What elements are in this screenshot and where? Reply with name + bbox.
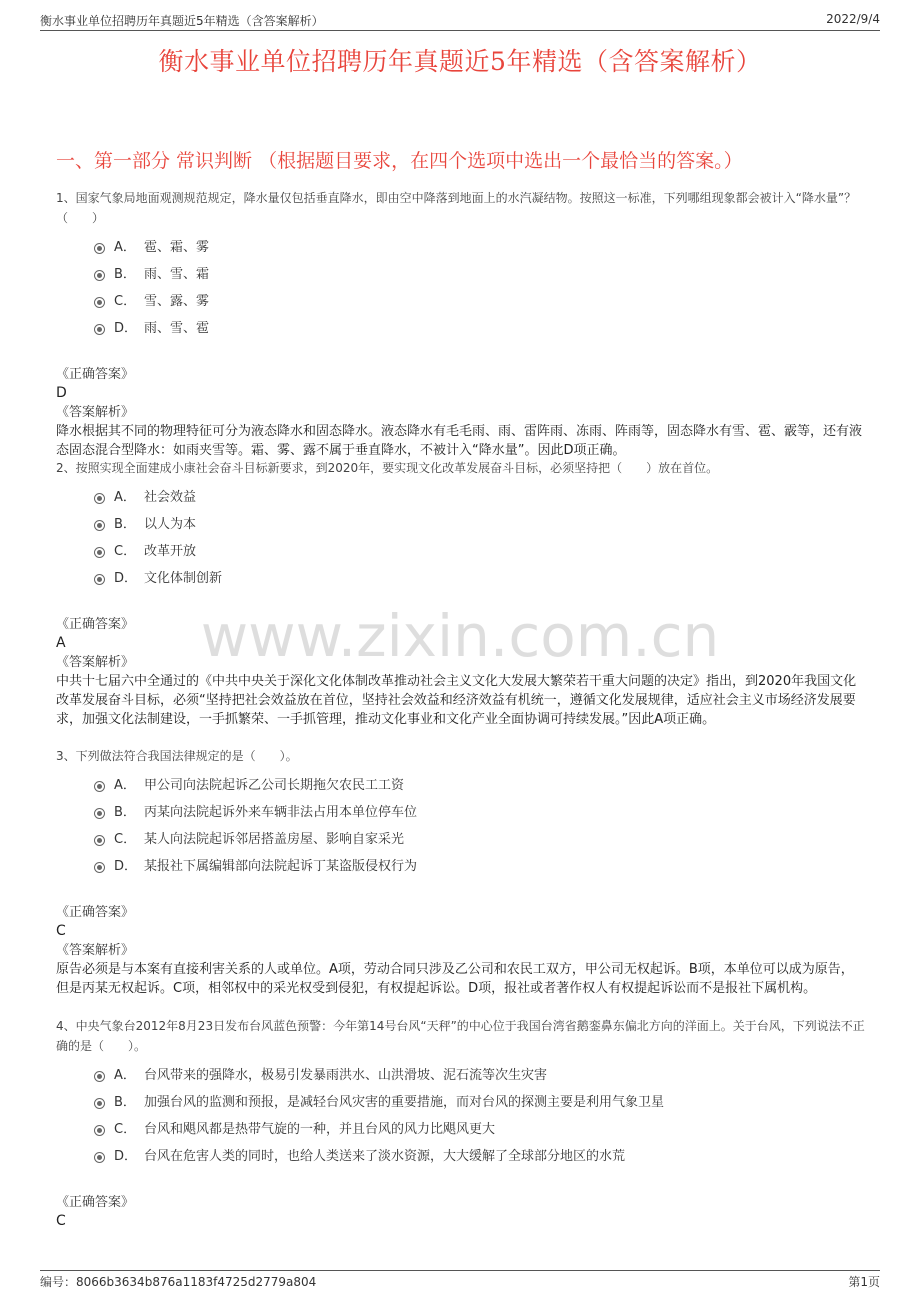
question-3 — [56, 746, 866, 998]
answer-value: A — [56, 635, 66, 651]
option-text: 改革开放 — [144, 544, 197, 559]
option-text: 文化体制创新 — [144, 571, 223, 586]
option-a[interactable] — [56, 234, 866, 261]
option-d[interactable] — [56, 853, 866, 880]
radio-icon[interactable] — [94, 520, 105, 531]
radio-icon[interactable] — [94, 270, 105, 281]
option-letter: B． — [114, 267, 136, 282]
option-letter: B． — [114, 517, 136, 532]
answer-label: 《正确答案》 — [56, 367, 135, 382]
option-b[interactable] — [56, 1089, 866, 1116]
options-list — [56, 772, 866, 880]
option-text: 雪、露、雾 — [144, 294, 210, 309]
option-letter: C． — [114, 544, 137, 559]
option-letter: D． — [114, 1149, 138, 1164]
option-text: 某人向法院起诉邻居搭盖房屋、影响自家采光 — [144, 832, 405, 847]
option-a[interactable] — [56, 484, 866, 511]
header-doc-title: 衡水事业单位招聘历年真题近5年精选（含答案解析） — [40, 14, 324, 28]
option-text: 加强台风的监测和预报，是减轻台风灾害的重要措施，而对台风的探测主要是利用气象卫星 — [144, 1095, 665, 1110]
answer-value: D — [56, 385, 67, 401]
option-text: 甲公司向法院起诉乙公司长期拖欠农民工工资 — [144, 778, 405, 793]
option-text: 台风和飓风都是热带气旋的一种，并且台风的风力比飓风更大 — [144, 1122, 496, 1137]
page-header — [40, 12, 880, 31]
option-b[interactable] — [56, 261, 866, 288]
option-b[interactable] — [56, 511, 866, 538]
radio-icon[interactable] — [94, 324, 105, 335]
option-letter: C． — [114, 294, 137, 309]
option-letter: A． — [114, 240, 136, 255]
option-text: 雨、雪、雹 — [144, 321, 210, 336]
radio-icon[interactable] — [94, 862, 105, 873]
option-c[interactable] — [56, 538, 866, 565]
option-letter: D． — [114, 859, 138, 874]
answer-label: 《正确答案》 — [56, 617, 135, 632]
option-text: 雹、霜、雾 — [144, 240, 210, 255]
page-footer — [40, 1270, 880, 1289]
answer-value: C — [56, 923, 66, 939]
radio-icon[interactable] — [94, 493, 105, 504]
radio-icon[interactable] — [94, 243, 105, 254]
radio-icon[interactable] — [94, 781, 105, 792]
option-text: 社会效益 — [144, 490, 197, 505]
radio-icon[interactable] — [94, 808, 105, 819]
question-stem: 3、下列做法符合我国法律规定的是（ ）。 — [56, 749, 298, 763]
option-letter: A． — [114, 1068, 136, 1083]
radio-icon[interactable] — [94, 1152, 105, 1163]
header-date: 2022/9/4 — [826, 12, 880, 26]
watermark: www.zixin.com.cn — [200, 602, 720, 670]
option-letter: A． — [114, 490, 136, 505]
option-a[interactable] — [56, 772, 866, 799]
option-b[interactable] — [56, 799, 866, 826]
options-list — [56, 234, 866, 342]
answer-label: 《正确答案》 — [56, 1195, 135, 1210]
option-text: 雨、雪、霜 — [144, 267, 210, 282]
radio-icon[interactable] — [94, 1098, 105, 1109]
explanation-label: 《答案解析》 — [56, 405, 135, 420]
option-text: 台风带来的强降水，极易引发暴雨洪水、山洪滑坡、泥石流等次生灾害 — [144, 1068, 548, 1083]
radio-icon[interactable] — [94, 297, 105, 308]
option-letter: C． — [114, 1122, 137, 1137]
radio-icon[interactable] — [94, 835, 105, 846]
option-a[interactable] — [56, 1062, 866, 1089]
options-list — [56, 484, 866, 592]
radio-icon[interactable] — [94, 1125, 105, 1136]
question-stem: 4、中央气象台2012年8月23日发布台风蓝色预警：今年第14号台风“天秤”的中心位于我国台湾省鹅銮鼻东偏北方向的洋面上。关于台风，下列说法不正确的是（ ）。 — [56, 1019, 865, 1053]
option-d[interactable] — [56, 565, 866, 592]
explanation-label: 《答案解析》 — [56, 943, 135, 958]
radio-icon[interactable] — [94, 574, 105, 585]
option-d[interactable] — [56, 315, 866, 342]
section-heading: 一、第一部分 常识判断 （根据题目要求，在四个选项中选出一个最恰当的答案。） — [56, 150, 743, 172]
explanation-text: 中共十七届六中全通过的《中共中央关于深化文化体制改革推动社会主义文化大发展大繁荣若干重大问题的决定》指出，到2020年我国文化改革发展奋斗目标，必须“坚持把社会效益放在首位，坚持社会效益和经济效益有机统一，遵循文化发展规律，适应社会主义市场经济发展要求，加强文化法制建设，一手抓繁荣、一手抓管理，推动文化事业和文化产业全面协调可持续发展。”因此A项正确。 — [56, 674, 857, 727]
question-4 — [56, 1016, 866, 1232]
option-c[interactable] — [56, 1116, 866, 1143]
radio-icon[interactable] — [94, 1071, 105, 1082]
option-letter: D． — [114, 571, 138, 586]
option-letter: B． — [114, 805, 136, 820]
option-letter: C． — [114, 832, 137, 847]
question-2 — [56, 458, 866, 729]
document-code: 编号：8066b3634b876a1183f4725d2779a804 — [40, 1275, 317, 1289]
option-text: 某报社下属编辑部向法院起诉丁某盗版侵权行为 — [144, 859, 418, 874]
option-text: 以人为本 — [144, 517, 197, 532]
option-c[interactable] — [56, 288, 866, 315]
question-stem: 1、国家气象局地面观测规范规定，降水量仅包括垂直降水，即由空中降落到地面上的水汽凝结物。按照这一标准，下列哪组现象都会被计入“降水量”？（ ） — [56, 191, 857, 225]
option-d[interactable] — [56, 1143, 866, 1170]
question-1 — [56, 188, 866, 460]
page-number: 第1页 — [848, 1275, 880, 1289]
option-c[interactable] — [56, 826, 866, 853]
question-stem: 2、按照实现全面建成小康社会奋斗目标新要求，到2020年，要实现文化改革发展奋斗目标，必须坚持把（ ）放在首位。 — [56, 461, 719, 475]
option-text: 台风在危害人类的同时，也给人类送来了淡水资源，大大缓解了全球部分地区的水荒 — [144, 1149, 626, 1164]
document-title: 衡水事业单位招聘历年真题近5年精选（含答案解析） — [158, 47, 762, 76]
explanation-label: 《答案解析》 — [56, 655, 135, 670]
option-letter: D． — [114, 321, 138, 336]
explanation-text: 降水根据其不同的物理特征可分为液态降水和固态降水。液态降水有毛毛雨、雨、雷阵雨、冻雨、阵雨等，固态降水有雪、雹、霰等，还有液态固态混合型降水：如雨夹雪等。霜、雾、露不属于垂直降水，不被计入“降水量”。因此D项正确。 — [56, 424, 863, 458]
option-letter: B． — [114, 1095, 136, 1110]
option-letter: A． — [114, 778, 136, 793]
answer-value: C — [56, 1213, 66, 1229]
options-list — [56, 1062, 866, 1170]
option-text: 丙某向法院起诉外来车辆非法占用本单位停车位 — [144, 805, 418, 820]
answer-label: 《正确答案》 — [56, 905, 135, 920]
radio-icon[interactable] — [94, 547, 105, 558]
explanation-text: 原告必须是与本案有直接利害关系的人或单位。A项，劳动合同只涉及乙公司和农民工双方，甲公司无权起诉。B项，本单位可以成为原告，但是丙某无权起诉。C项，相邻权中的采光权受到侵犯，有权提起诉讼。D项，报社或者著作权人有权提起诉讼而不是报社下属机构。 — [56, 962, 854, 996]
